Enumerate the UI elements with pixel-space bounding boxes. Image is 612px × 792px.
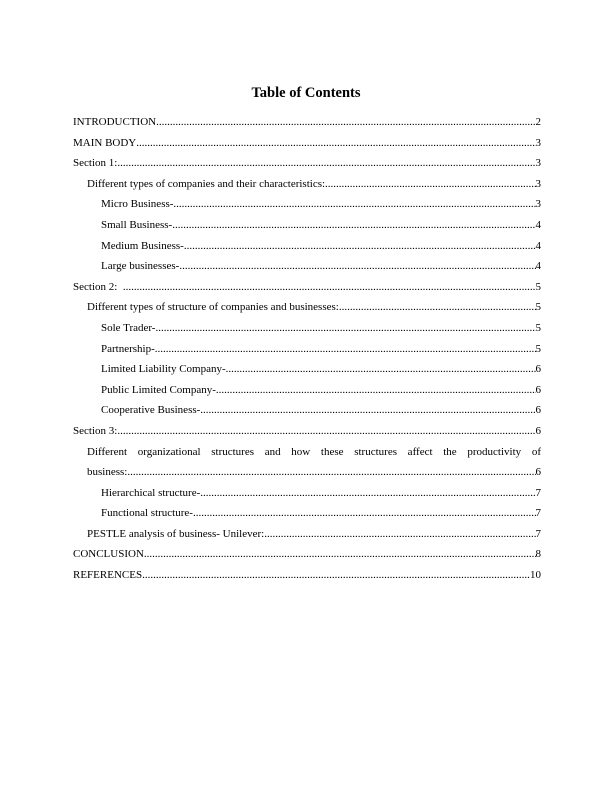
toc-page-number: 7 <box>535 527 541 540</box>
toc-entry-cooperative-business[interactable] <box>73 400 541 421</box>
dot-leader <box>156 112 535 133</box>
toc-entry-pestle-analysis[interactable] <box>73 524 541 545</box>
toc-page-number: 3 <box>535 136 541 149</box>
toc-entry-label: Functional structure- <box>101 507 193 520</box>
toc-page-number: 5 <box>535 301 541 314</box>
dot-leader <box>264 524 535 545</box>
toc-entry-label: PESTLE analysis of business- Unilever: <box>87 527 265 540</box>
toc-title: Table of Contents <box>251 85 361 101</box>
toc-entry-section-2[interactable] <box>73 277 541 298</box>
dot-leader <box>172 215 535 236</box>
dot-leader <box>144 544 536 565</box>
toc-entry-organizational-structures[interactable] <box>73 442 541 483</box>
toc-entry-types-of-companies[interactable] <box>73 174 541 195</box>
toc-entry-limited-liability-company[interactable] <box>73 359 541 380</box>
toc-entry-label: Large businesses- <box>101 260 180 273</box>
toc-entry-references[interactable] <box>73 565 541 586</box>
dot-leader <box>325 174 535 195</box>
toc-entry-label: Partnership- <box>101 342 155 355</box>
toc-entry-main-body[interactable] <box>73 133 541 154</box>
toc-page-number: 2 <box>535 116 541 128</box>
toc-page-number: 3 <box>535 198 541 211</box>
toc-page-number: 3 <box>535 157 541 170</box>
toc-page-number: 10 <box>530 569 541 582</box>
dot-leader <box>155 318 535 339</box>
dot-leader <box>339 297 536 318</box>
toc-page-number: 6 <box>535 404 541 417</box>
dot-leader <box>117 421 535 442</box>
toc-entry-label: Different types of structure of companies and businesses: <box>87 301 339 314</box>
dot-leader <box>123 277 536 298</box>
toc-page-number: 6 <box>535 466 541 479</box>
dot-leader <box>155 339 536 360</box>
toc-entry-label: Hierarchical structure- <box>101 486 201 499</box>
dot-leader <box>127 462 535 483</box>
toc-entry-conclusion[interactable] <box>73 544 541 565</box>
dot-leader <box>136 133 535 154</box>
toc-entry-hierarchical-structure[interactable] <box>73 483 541 504</box>
dot-leader <box>184 236 536 257</box>
toc-entry-label: Micro Business- <box>101 198 174 211</box>
toc-page-number: 5 <box>535 280 541 293</box>
toc-page-number: 4 <box>535 260 541 273</box>
dot-leader <box>216 380 536 401</box>
dot-leader <box>226 359 536 380</box>
toc-entry-label: MAIN BODY <box>73 136 137 149</box>
dot-leader <box>142 565 530 586</box>
toc-page-number: 3 <box>535 177 541 190</box>
toc-entry-label-line-1: Different organizational structures and how these structures affect the productivity of <box>87 445 541 458</box>
toc-entry-label: Public Limited Company- <box>101 383 216 396</box>
toc-entry-section-1[interactable] <box>73 153 541 174</box>
toc-page-number: 4 <box>535 239 541 252</box>
toc-page-number: 7 <box>535 507 541 520</box>
toc-page-number: 5 <box>535 321 541 334</box>
toc-entry-label: Section 1: <box>73 157 118 170</box>
toc-entry-label: Limited Liability Company- <box>101 363 226 376</box>
toc-entry-label: Cooperative Business- <box>101 404 201 417</box>
dot-leader <box>173 194 535 215</box>
toc-entry-medium-business[interactable] <box>73 236 541 257</box>
dot-leader <box>200 483 535 504</box>
dot-leader <box>117 153 535 174</box>
toc-page-number: 6 <box>535 363 541 376</box>
toc-entry-label: Different types of companies and their characteristics: <box>87 177 326 190</box>
toc-entry-label: Medium Business- <box>101 239 184 252</box>
toc-entry-partnership[interactable] <box>73 339 541 360</box>
toc-page-number: 6 <box>535 424 541 437</box>
toc-entry-section-3[interactable] <box>73 421 541 442</box>
toc-entry-introduction[interactable] <box>73 112 541 133</box>
toc-entry-micro-business[interactable] <box>73 194 541 215</box>
toc-entry-label: CONCLUSION <box>73 548 144 561</box>
dot-leader <box>193 503 536 524</box>
toc-entry-label: Small Business- <box>101 218 173 231</box>
toc-entry-sole-trader[interactable] <box>73 318 541 339</box>
toc-entry-large-businesses[interactable] <box>73 256 541 277</box>
toc-page-number: 4 <box>535 218 541 231</box>
toc-page-number: 8 <box>535 548 541 561</box>
toc-page-number: 5 <box>535 342 541 355</box>
toc-entry-label: Section 3: <box>73 424 118 437</box>
dot-leader <box>179 256 535 277</box>
toc-entry-functional-structure[interactable] <box>73 503 541 524</box>
toc-entry-types-of-structure[interactable] <box>73 297 541 318</box>
toc-entry-public-limited-company[interactable] <box>73 380 541 401</box>
toc-entry-label: Sole Trader- <box>101 321 156 334</box>
toc-entry-label: REFERENCES <box>73 569 143 582</box>
toc-entry-small-business[interactable] <box>73 215 541 236</box>
dot-leader <box>200 400 535 421</box>
toc-page-number: 6 <box>535 383 541 396</box>
toc-entry-label-line-2: business: <box>87 466 128 479</box>
toc-entry-label: Section 2: <box>73 280 123 293</box>
toc-page-number: 7 <box>535 486 541 499</box>
toc-list <box>73 112 541 586</box>
toc-entry-label: INTRODUCTION <box>73 116 157 128</box>
